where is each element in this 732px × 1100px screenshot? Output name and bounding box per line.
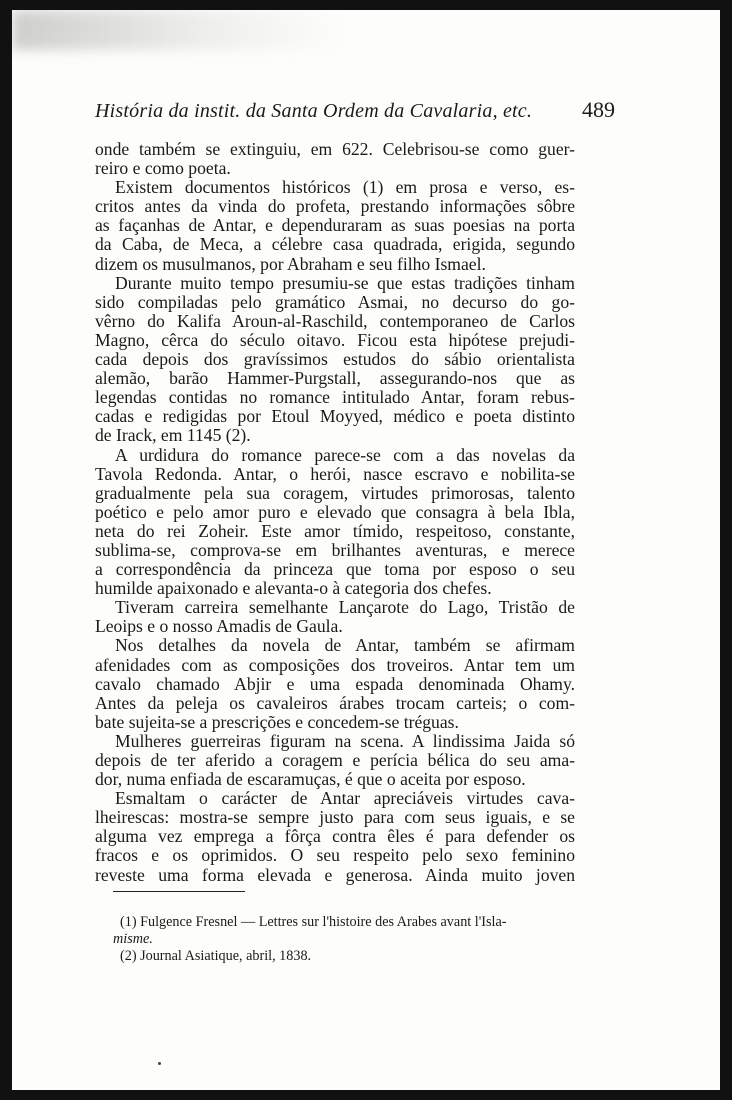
text-line: da Caba, de Meca, a célebre casa quadrada, erigida, segundo — [95, 234, 575, 255]
text-line: reiro e como poeta. — [95, 158, 231, 179]
text-line: Existem documentos históricos (1) em prosa e verso, es- — [115, 177, 575, 198]
text-line: cadas e redigidas por Etoul Moyyed, médico e poeta distinto — [95, 406, 575, 427]
footnote-1: (1) Fulgence Fresnel — Lettres sur l'histoire des Arabes avant l'Isla- — [120, 914, 507, 930]
text-line: gradualmente pela sua coragem, virtudes primorosas, talento — [95, 482, 575, 503]
text-line: Leoips e o nosso Amadis de Gaula. — [95, 616, 343, 637]
text-line: afenidades com as composições dos troveiros. Antar tem um — [95, 654, 575, 675]
text-line: cada depois dos gravíssimos estudos do sábio orientalista — [95, 349, 575, 370]
text-line: Mulheres guerreiras figuram na scena. A lindissima Jaida só — [115, 730, 575, 751]
text-line: alemão, barão Hammer-Purgstall, assegurando-nos que as — [95, 368, 575, 389]
text-line: depois de ter aferido a coragem e perícia bélica do seu ama- — [95, 750, 575, 770]
text-line: poético e pelo amor puro e elevado que consagra à bela Ibla, — [95, 501, 575, 522]
footnote-1-continuation: misme. — [113, 931, 153, 947]
text-line: Antes da peleja os cavaleiros árabes trocam carteis; o com- — [95, 692, 575, 713]
page-number: 489 — [582, 97, 615, 122]
text-line: Durante muito tempo presumiu-se que estas tradições tinham — [115, 272, 575, 293]
text-line: Tavola Redonda. Antar, o herói, nasce escravo e nobilita-se — [95, 463, 575, 484]
scan-smudge — [12, 10, 342, 50]
body-text — [95, 140, 575, 885]
text-line: onde também se extinguiu, em 622. Celebrisou-se como guer- — [95, 139, 575, 159]
text-line: cavalo chamado Abjir e uma espada denominada Ohamy. — [95, 673, 575, 694]
text-line: dor, numa enfiada de escaramuças, é que o aceita por esposo. — [95, 769, 526, 790]
text-line: fracos e os oprimidos. O seu respeito pelo sexo feminino — [95, 845, 575, 866]
book-page — [12, 10, 720, 1090]
text-line: Magno, cêrca do século oitavo. Ficou esta hipótese prejudi- — [95, 329, 575, 350]
text-line: neta do rei Zoheir. Este amor tímido, respeitoso, constante, — [95, 520, 575, 541]
text-line: vêrno do Kalifa Aroun-al-Raschild, contemporaneo de Carlos — [95, 310, 575, 331]
text-line: as façanhas de Antar, e dependuraram as suas poesias na porta — [95, 215, 575, 236]
text-line: lheirescas: mostra-se sempre justo para com seus iguais, e se — [95, 807, 575, 828]
text-line: dizem os musulmanos, por Abraham e seu filho Ismael. — [95, 253, 486, 274]
text-line: Nos detalhes da novela de Antar, também se afirmam — [115, 635, 575, 656]
running-title: História da instit. da Santa Ordem da Cavalaria, etc. — [95, 100, 533, 122]
text-line: reveste uma forma elevada e generosa. Ainda muito joven — [95, 864, 575, 885]
text-line: A urdidura do romance parece-se com a das novelas da — [115, 444, 575, 465]
footnotes — [113, 914, 588, 965]
text-line: de Irack, em 1145 (2). — [95, 425, 251, 446]
text-line: critos antes da vinda do profeta, prestando informações sôbre — [95, 196, 575, 217]
text-line: Esmaltam o carácter de Antar apreciáveis virtudes cava- — [115, 788, 575, 809]
text-line: legendas contidas no romance intitulado Antar, foram rebus- — [95, 387, 575, 408]
footnote-rule — [113, 891, 245, 892]
footnote-2: (2) Journal Asiatique, abril, 1838. — [120, 948, 312, 964]
text-line: bate sujeita-se a prescrições e concedem-se tréguas. — [95, 711, 459, 732]
ink-speck — [158, 1062, 161, 1065]
text-line: sido compiladas pelo gramático Asmai, no decurso do go- — [95, 291, 575, 312]
text-line: a correspondência da princeza que toma por esposo o seu — [95, 559, 575, 580]
text-line: humilde apaixonado e alevanta-o à categoria dos chefes. — [95, 578, 492, 599]
text-line: sublima-se, comprova-se em brilhantes aventuras, e merece — [95, 539, 575, 560]
text-line: alguma vez emprega a fôrça contra êles é para defender os — [95, 826, 575, 847]
page-header — [95, 94, 615, 128]
text-line: Tiveram carreira semelhante Lançarote do Lago, Tristão de — [115, 597, 575, 618]
